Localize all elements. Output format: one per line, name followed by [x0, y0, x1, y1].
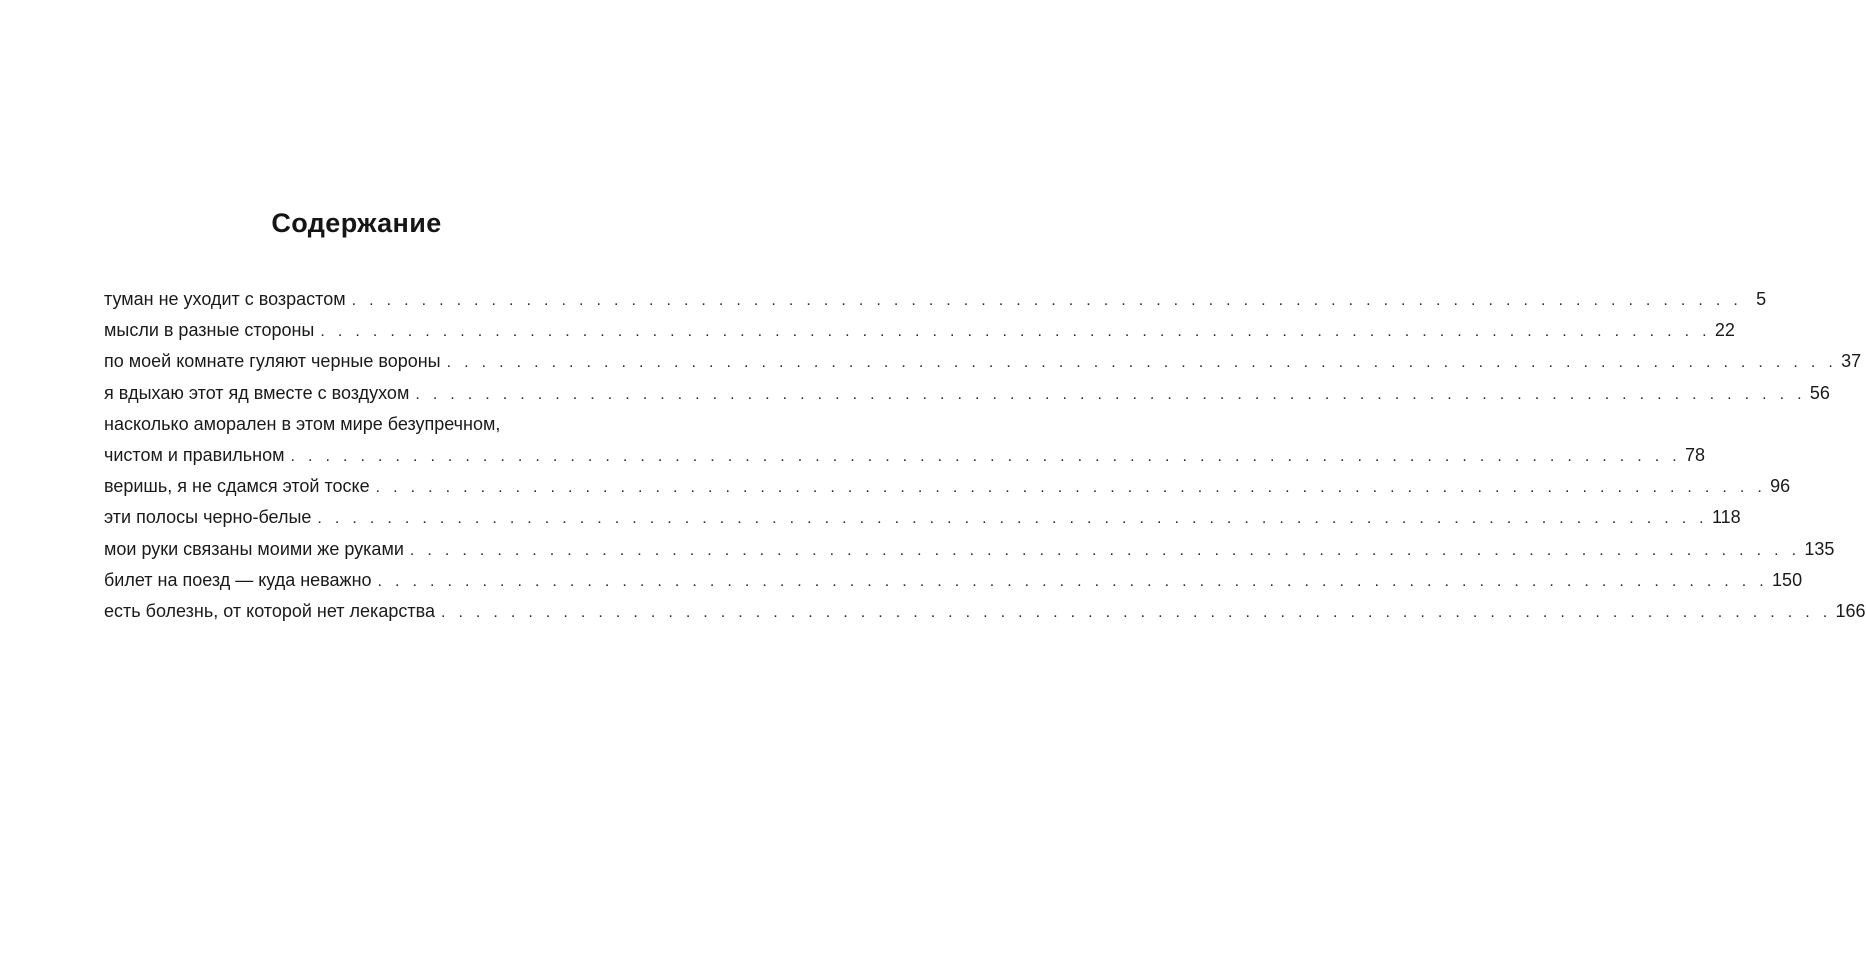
- toc-page-number: 78: [1685, 444, 1706, 465]
- toc-entry-title: по моей комнате гуляют черные вороны: [104, 351, 441, 372]
- toc-line: [104, 471, 1791, 502]
- toc-entry: [104, 315, 1735, 346]
- dot-leader: . . . . . . . . . . . . . . . . . . . . . . . . . . . . . . . . . . . . . . . . . . . . . . . . . . . . . . . . . . . . . . . . . . . . . . . . . . . . . . . .: [320, 323, 1711, 341]
- toc-line: [104, 315, 1735, 346]
- toc-line: [104, 346, 1862, 377]
- toc-line: [104, 596, 1866, 627]
- toc-entry-title: есть болезнь, от которой нет лекарства: [104, 600, 435, 621]
- toc-line: [104, 284, 1767, 315]
- toc-line: [104, 409, 612, 440]
- toc-line: [104, 440, 1706, 471]
- toc-entry: [104, 409, 1706, 471]
- toc-line: [104, 502, 1741, 533]
- toc-line: [104, 534, 1835, 565]
- toc-page-number: 96: [1770, 476, 1791, 497]
- table-of-contents: [104, 284, 1866, 627]
- toc-line: [104, 565, 1803, 596]
- toc-entry-title: туман не уходит с возрастом: [104, 289, 346, 309]
- toc-page-number: 118: [1711, 507, 1741, 528]
- dot-leader: . . . . . . . . . . . . . . . . . . . . . . . . . . . . . . . . . . . . . . . . . . . . . . . . . . . . . . . . . . . . . . . . . . . . . . . . . . . . . . . .: [377, 572, 1769, 590]
- dot-leader: . . . . . . . . . . . . . . . . . . . . . . . . . . . . . . . . . . . . . . . . . . . . . . . . . . . . . . . . . . . . . . . . . . . . . . . . . . . . . . . .: [375, 479, 1767, 497]
- toc-page-number: 5: [1756, 289, 1767, 309]
- toc-entry: [104, 284, 1767, 315]
- toc-entry-title: эти полосы черно-белые: [104, 507, 312, 528]
- toc-entry-title: веришь, я не сдамся этой тоске: [104, 476, 370, 497]
- toc-page-number: 22: [1714, 320, 1735, 341]
- toc-entry: [104, 346, 1862, 377]
- toc-entry: [104, 471, 1791, 502]
- dot-leader: . . . . . . . . . . . . . . . . . . . . . . . . . . . . . . . . . . . . . . . . . . . . . . . . . . . . . . . . . . . . . . . . . . . . . . . . . . . . . . . .: [440, 603, 1832, 621]
- toc-page-number: 37: [1841, 351, 1862, 372]
- toc-page-number: 56: [1809, 382, 1830, 403]
- toc-entry-title: насколько аморален в этом мире безупречном,: [104, 413, 501, 434]
- dot-leader: . . . . . . . . . . . . . . . . . . . . . . . . . . . . . . . . . . . . . . . . . . . . . . . . . . . . . . . . . . . . . . . . . . . . . . . . . . . . . . . .: [415, 385, 1806, 403]
- toc-entry-title: мысли в разные стороны: [104, 320, 315, 341]
- toc-page-number: 135: [1804, 538, 1835, 559]
- dot-leader: . . . . . . . . . . . . . . . . . . . . . . . . . . . . . . . . . . . . . . . . . . . . . . . . . . . . . . . . . . . . . . . . . . . . . . . . . . . . . . . .: [351, 292, 1743, 309]
- dot-leader: . . . . . . . . . . . . . . . . . . . . . . . . . . . . . . . . . . . . . . . . . . . . . . . . . . . . . . . . . . . . . . . . . . . . . . . . . . . . . . . .: [317, 510, 1708, 528]
- toc-page-number: 150: [1772, 569, 1803, 590]
- toc-entry-title: мои руки связаны моими же руками: [104, 538, 404, 559]
- toc-entry: [104, 534, 1835, 565]
- toc-entry: [104, 378, 1830, 409]
- toc-entry: [104, 565, 1803, 596]
- dot-leader: . . . . . . . . . . . . . . . . . . . . . . . . . . . . . . . . . . . . . . . . . . . . . . . . . . . . . . . . . . . . . . . . . . . . . . . . . . . . . . . .: [290, 447, 1682, 465]
- toc-entry-title-continued: чистом и правильном: [104, 444, 285, 465]
- toc-entry: [104, 596, 1866, 627]
- dot-leader: . . . . . . . . . . . . . . . . . . . . . . . . . . . . . . . . . . . . . . . . . . . . . . . . . . . . . . . . . . . . . . . . . . . . . . . . . . . . . . . .: [446, 354, 1838, 372]
- toc-page-number: 166: [1835, 600, 1866, 621]
- toc-line: [104, 378, 1830, 409]
- toc-entry-title: билет на поезд — куда неважно: [104, 569, 372, 590]
- toc-entry: [104, 502, 1741, 533]
- toc-entry-title: я вдыхаю этот яд вместе с воздухом: [104, 382, 410, 403]
- page-title: Содержание: [271, 208, 442, 238]
- dot-leader: . . . . . . . . . . . . . . . . . . . . . . . . . . . . . . . . . . . . . . . . . . . . . . . . . . . . . . . . . . . . . . . . . . . . . . . . . . . . . . . .: [409, 541, 1801, 559]
